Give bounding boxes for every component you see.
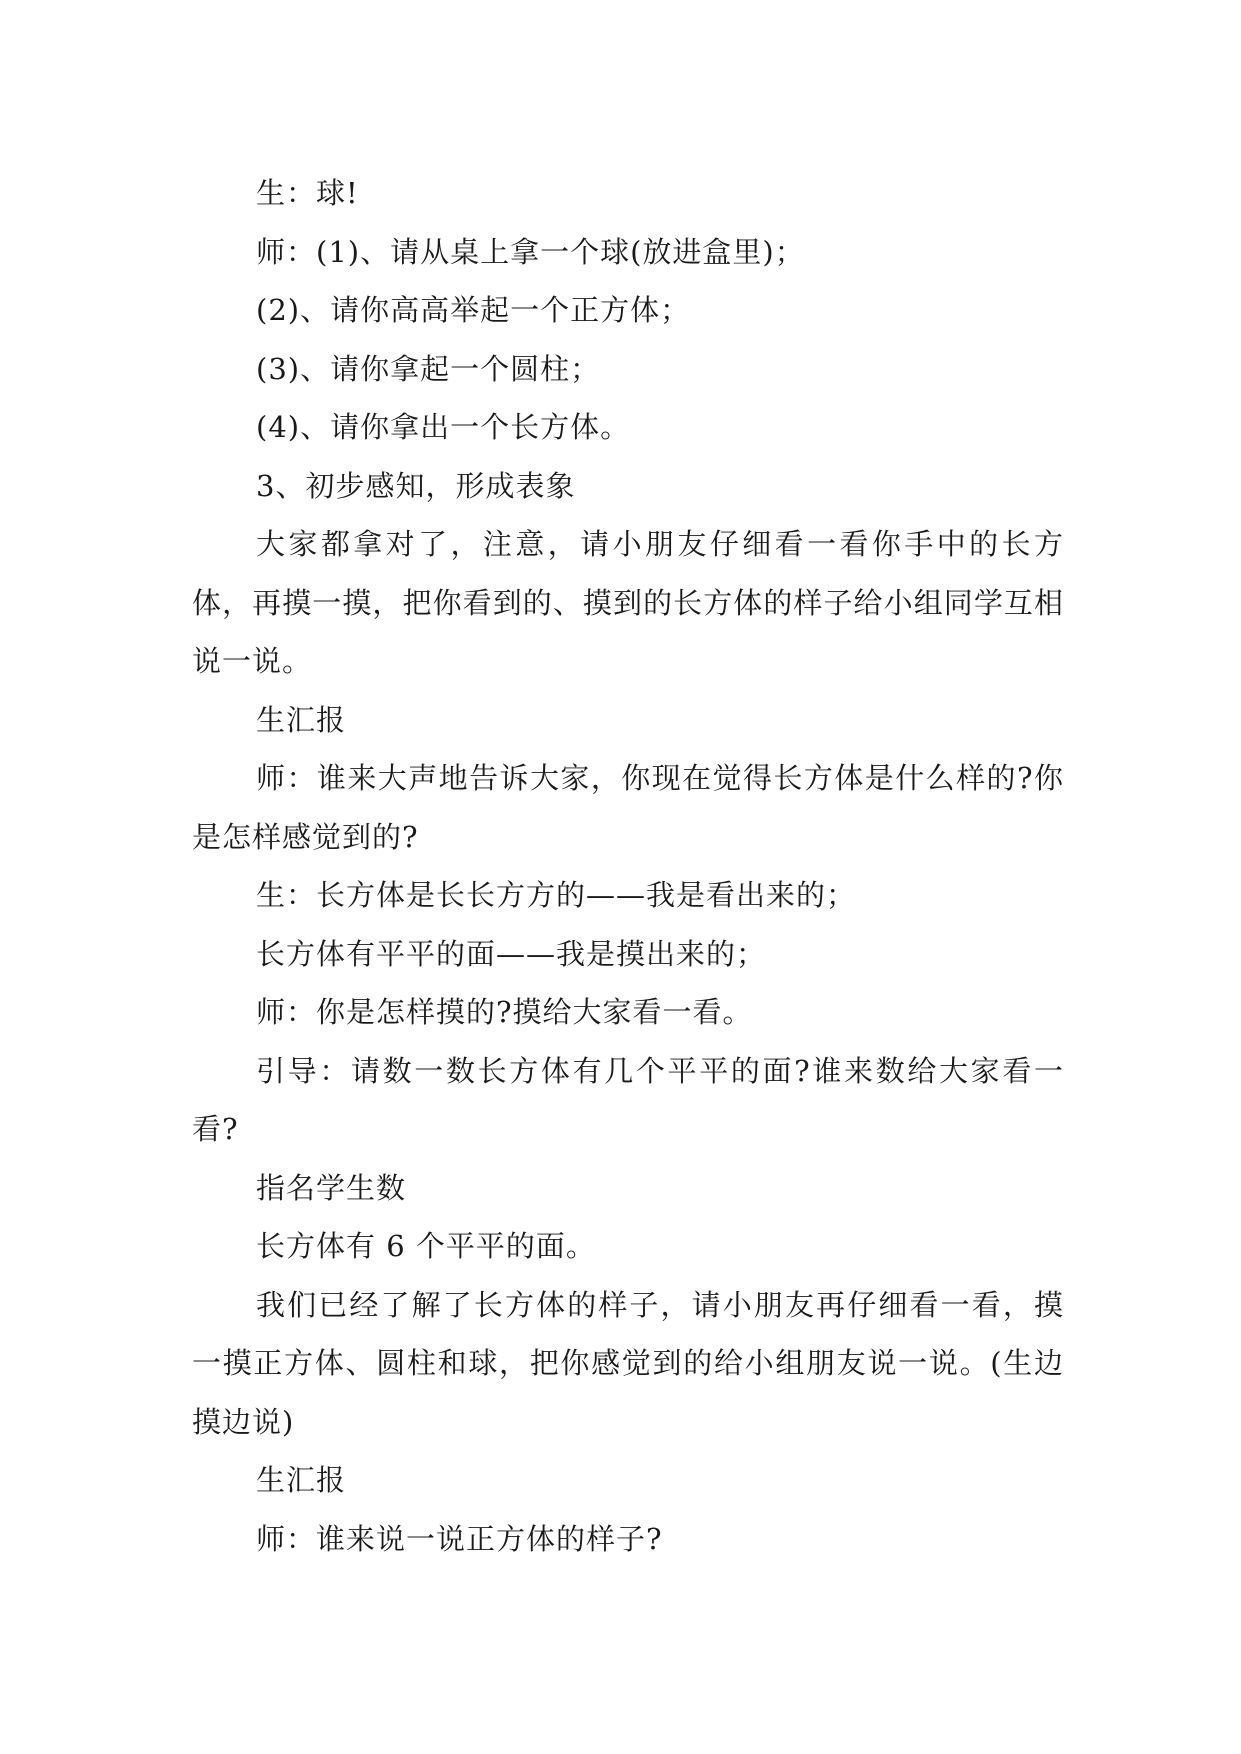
document-body — [192, 164, 1064, 1568]
paragraph: 长方体有平平的面——我是摸出来的； — [256, 936, 767, 971]
paragraph: 引导：请数一数长方体有几个平平的面?谁来数给大家看一看? — [192, 1053, 1064, 1146]
paragraph: (2)、请你高高举起一个正方体； — [256, 293, 691, 327]
paragraph: 师：你是怎样摸的?摸给大家看一看。 — [256, 995, 753, 1029]
paragraph: (4)、请你拿出一个长方体。 — [256, 410, 631, 444]
paragraph: 师：(1)、请从桌上拿一个球(放进盒里)； — [256, 234, 805, 269]
paragraph: 生：长方体是长长方方的——我是看出来的； — [256, 878, 857, 912]
paragraph: 生：球! — [256, 176, 359, 210]
paragraph: 指名学生数 — [256, 1170, 407, 1205]
paragraph: 生汇报 — [256, 1463, 347, 1497]
section-heading: 3、初步感知，形成表象 — [256, 468, 576, 503]
paragraph: 我们已经了解了长方体的样子，请小朋友再仔细看一看，摸一摸正方体、圆柱和球，把你感觉到的给小组朋友说一说。(生边摸边说) — [192, 1287, 1064, 1439]
paragraph: 大家都拿对了，注意，请小朋友仔细看一看你手中的长方体，再摸一摸，把你看到的、摸到的长方体的样子给小组同学互相说一说。 — [192, 527, 1064, 678]
paragraph: 长方体有 6 个平平的面。 — [256, 1229, 596, 1263]
paragraph: 师：谁来说一说正方体的样子? — [256, 1521, 663, 1556]
paragraph: 师：谁来大声地告诉大家，你现在觉得长方体是什么样的?你是怎样感觉到的? — [192, 761, 1064, 854]
paragraph: 生汇报 — [256, 702, 347, 737]
paragraph: (3)、请你拿起一个圆柱； — [256, 351, 601, 386]
